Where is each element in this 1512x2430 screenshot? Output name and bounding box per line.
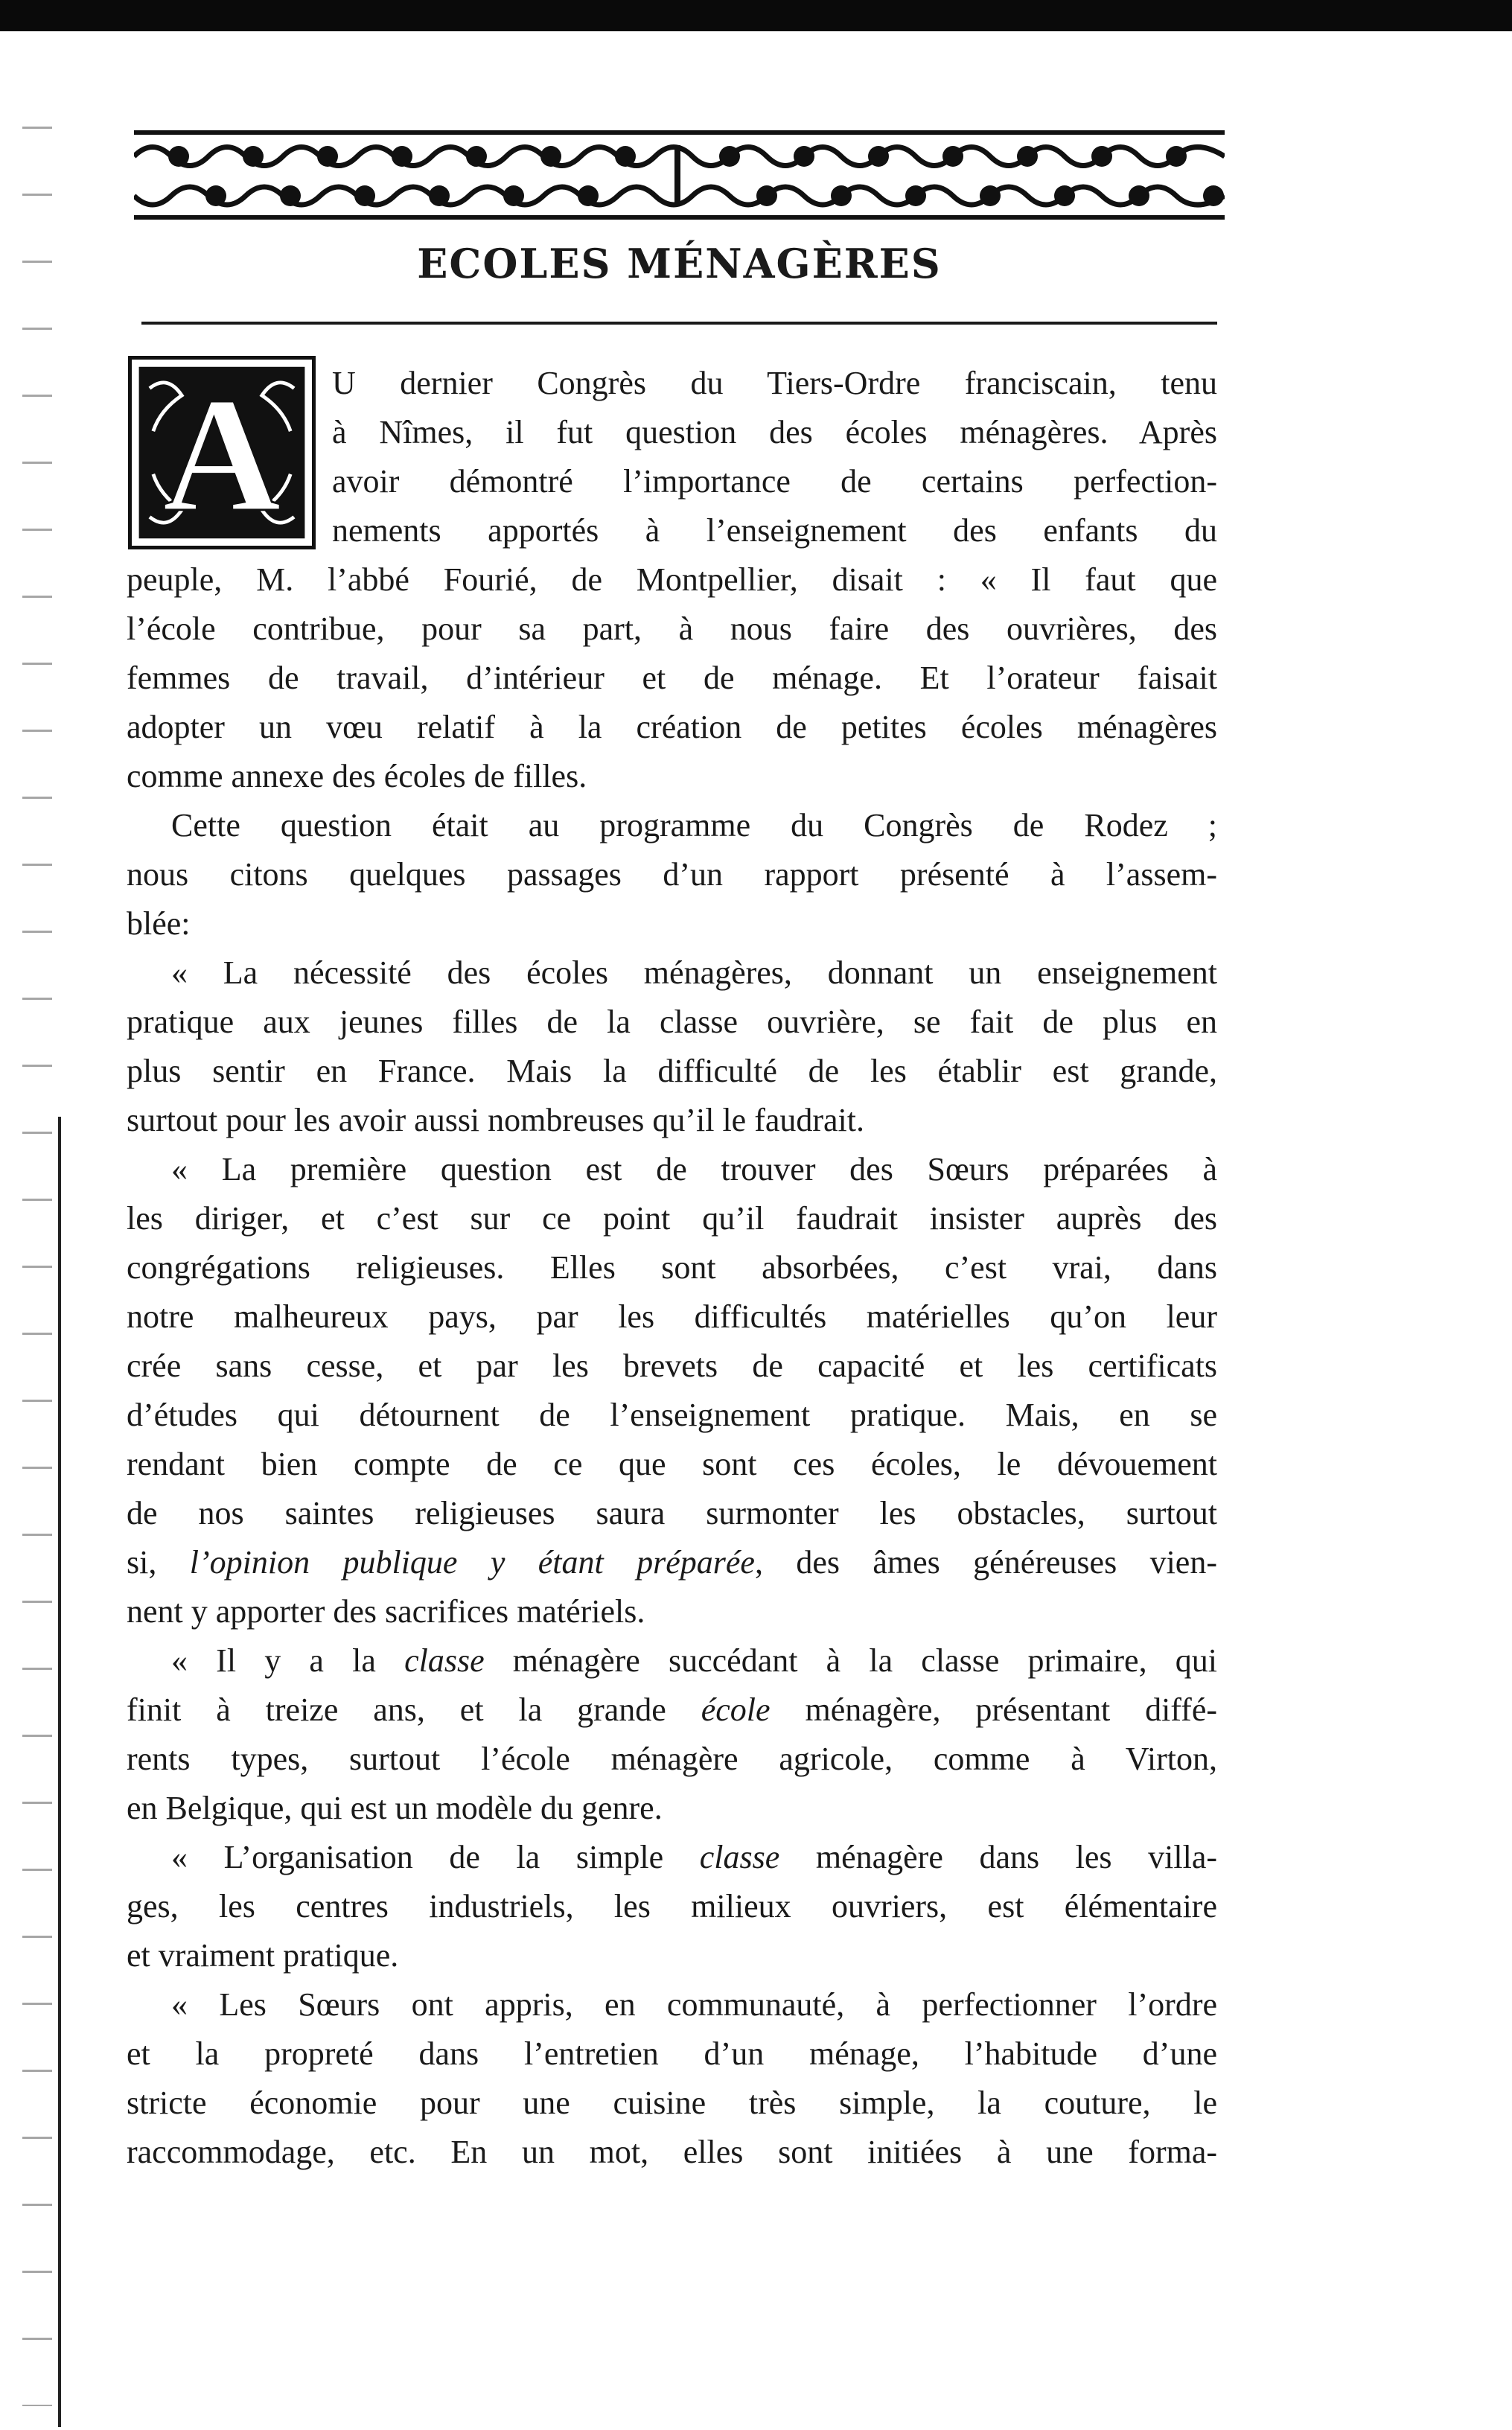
text-line [127, 1636, 1217, 1686]
scan-top-border [0, 0, 1512, 31]
text-fragment: ménagère dans les villa- [779, 1839, 1218, 1875]
text-fragment: , des âmes généreuses vien- [754, 1544, 1217, 1581]
decorative-headpiece [134, 123, 1225, 227]
text-fragment: si, [127, 1544, 190, 1581]
scan-edge-noise [22, 98, 52, 2406]
text-line: et la propreté dans l’entretien d’un ménage, l’habitude d’une [127, 2035, 1217, 2072]
text-line: l’école contribue, pour sa part, à nous faire des ouvrières, des [127, 610, 1217, 647]
italic-phrase: l’opinion publique y étant préparée [189, 1544, 755, 1581]
text-line: à Nîmes, il fut question des écoles ménagères. Après [332, 414, 1217, 450]
italic-word: école [701, 1691, 771, 1728]
text-line: surtout pour les avoir aussi nombreuses qu’il le faudrait. [127, 1102, 865, 1138]
text-line: « La première question est de trouver des Sœurs préparées à [171, 1151, 1217, 1187]
text-line [127, 1538, 1217, 1587]
text-line: femmes de travail, d’intérieur et de ménage. Et l’orateur faisait [127, 660, 1217, 696]
text-line: blée: [127, 905, 191, 942]
text-line: de nos saintes religieuses saura surmonter les obstacles, surtout [127, 1495, 1217, 1531]
binding-line [58, 1117, 61, 2427]
text-line: peuple, M. l’abbé Fourié, de Montpellier, disait : « Il faut que [127, 561, 1217, 598]
text-line: en Belgique, qui est un modèle du genre. [127, 1790, 663, 1826]
italic-word: classe [699, 1839, 780, 1875]
text-line: avoir démontré l’importance de certains perfection- [332, 463, 1217, 500]
text-fragment: « L’organisation de la simple [171, 1839, 700, 1875]
text-line: rents types, surtout l’école ménagère agricole, comme à Virton, [127, 1741, 1217, 1777]
text-line: comme annexe des écoles de filles. [127, 758, 587, 794]
scan-left-margin [0, 31, 67, 2430]
text-line: raccommodage, etc. En un mot, elles sont initiées à une forma- [127, 2134, 1217, 2170]
text-line: « La nécessité des écoles ménagères, donnant un enseignement [171, 954, 1217, 991]
italic-word: classe [404, 1642, 485, 1679]
text-line: les diriger, et c’est sur ce point qu’il faudrait insister auprès des [127, 1200, 1217, 1237]
text-line: adopter un vœu relatif à la création de petites écoles ménagères [127, 709, 1217, 745]
text-line: crée sans cesse, et par les brevets de capacité et les certificats [127, 1348, 1217, 1384]
text-line: notre malheureux pays, par les difficultés matérielles qu’on leur [127, 1298, 1217, 1335]
text-line: Cette question était au programme du Congrès de Rodez ; [171, 807, 1217, 844]
text-line: « Les Sœurs ont appris, en communauté, à perfectionner l’ordre [171, 1986, 1217, 2023]
text-fragment: ménagère, présentant diffé- [770, 1691, 1217, 1728]
text-line: nent y apporter des sacrifices matériels. [127, 1593, 645, 1630]
text-line: plus sentir en France. Mais la difficulté de les établir est grande, [127, 1053, 1217, 1089]
text-fragment: « Il y a la [171, 1642, 405, 1679]
article-title: ECOLES MÉNAGÈRES [417, 240, 942, 287]
text-line: stricte économie pour une cuisine très simple, la couture, le [127, 2085, 1217, 2121]
text-line: U dernier Congrès du Tiers-Ordre franciscain, tenu [332, 365, 1217, 401]
text-line: d’études qui détournent de l’enseignement pratique. Mais, en se [127, 1397, 1217, 1433]
text-line: ges, les centres industriels, les milieux ouvriers, est élémentaire [127, 1888, 1217, 1924]
article-body [127, 359, 1217, 2177]
text-line: congrégations religieuses. Elles sont absorbées, c’est vrai, dans [127, 1249, 1217, 1286]
text-fragment: finit à treize ans, et la grande [127, 1691, 701, 1728]
text-line: et vraiment pratique. [127, 1937, 399, 1974]
text-line: nements apportés à l’enseignement des enfants du [332, 512, 1217, 549]
text-line: pratique aux jeunes filles de la classe ouvrière, se fait de plus en [127, 1004, 1217, 1040]
text-line [127, 1686, 1217, 1735]
text-line [127, 1833, 1217, 1882]
text-line: rendant bien compte de ce que sont ces écoles, le dévouement [127, 1446, 1217, 1482]
text-fragment: ménagère succédant à la classe primaire, qui [484, 1642, 1217, 1679]
text-line: nous citons quelques passages d’un rapport présenté à l’assem- [127, 856, 1217, 893]
drop-cap-letter: A [162, 363, 281, 546]
title-rule [141, 322, 1217, 325]
